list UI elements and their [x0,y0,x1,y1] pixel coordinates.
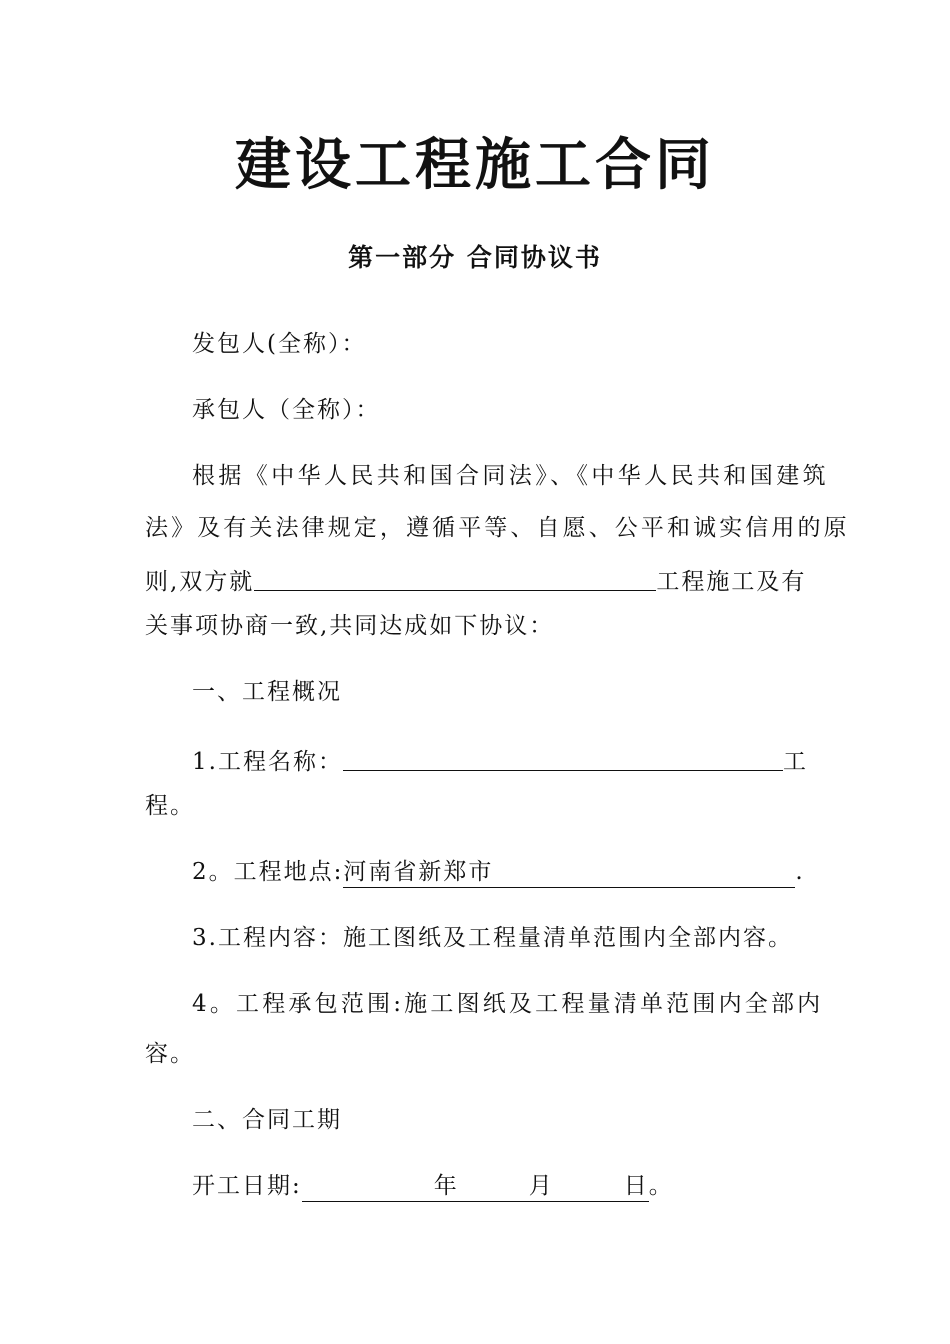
item-3-line [192,920,793,956]
contractor-line [192,392,381,428]
project-location-field[interactable] [343,857,795,888]
document-title: 建设工程施工合同 [235,133,715,198]
intro-line-2 [145,510,850,546]
day-label: 日 [623,1173,649,1199]
year-label: 年 [433,1173,459,1199]
item-2-line [192,854,805,890]
contractor-label: 承包人（全称）： [192,397,381,423]
item-1-wrap: 程。 [145,793,195,819]
item-1-suffix: 工 [782,749,808,775]
project-location-value: 河南省新郑市 [343,859,494,885]
item-4-line-1 [192,986,823,1022]
item-2-end: . [795,859,805,885]
intro-line-1 [192,458,829,494]
project-name-blank[interactable] [343,742,783,771]
item-1-line [192,740,808,780]
project-blank[interactable] [254,562,656,591]
employer-line [192,326,366,362]
intro-text-3-post: 工程施工及有 [656,569,807,595]
item-1-wrap-line [145,788,195,824]
intro-line-4 [145,608,554,644]
intro-text-1: 根据《中华人民共和国合同法》、《中华人民共和国建筑 [192,463,829,489]
item-4-line-2 [145,1036,195,1072]
section-1-heading-text: 一、工程概况 [192,679,342,705]
employer-label: 发包人(全称）： [192,331,367,357]
section-2-heading [192,1102,342,1138]
item-4-text-2: 容。 [145,1041,195,1067]
month-label: 月 [528,1173,554,1199]
start-date-end: 。 [648,1173,674,1199]
document-subtitle: 第一部分 合同协议书 [348,243,602,272]
section-1-heading [192,674,342,710]
intro-text-4: 关事项协商一致,共同达成如下协议： [145,613,555,639]
item-3-text: 3.工程内容：施工图纸及工程量清单范围内全部内容。 [192,925,793,951]
start-date-field[interactable] [302,1171,649,1202]
start-date-line [192,1168,674,1204]
item-4-text-1: 4。工程承包范围:施工图纸及工程量清单范围内全部内 [192,991,824,1017]
intro-line-3 [145,560,806,600]
item-2-label: 2。工程地点: [192,859,344,885]
intro-text-3-pre: 则,双方就 [145,569,255,595]
start-date-label: 开工日期: [192,1173,302,1199]
section-2-heading-text: 二、合同工期 [192,1107,342,1133]
intro-text-2: 法》及有关法律规定，遵循平等、自愿、公平和诚实信用的原 [145,515,850,541]
item-1-label: 1.工程名称： [192,749,343,775]
